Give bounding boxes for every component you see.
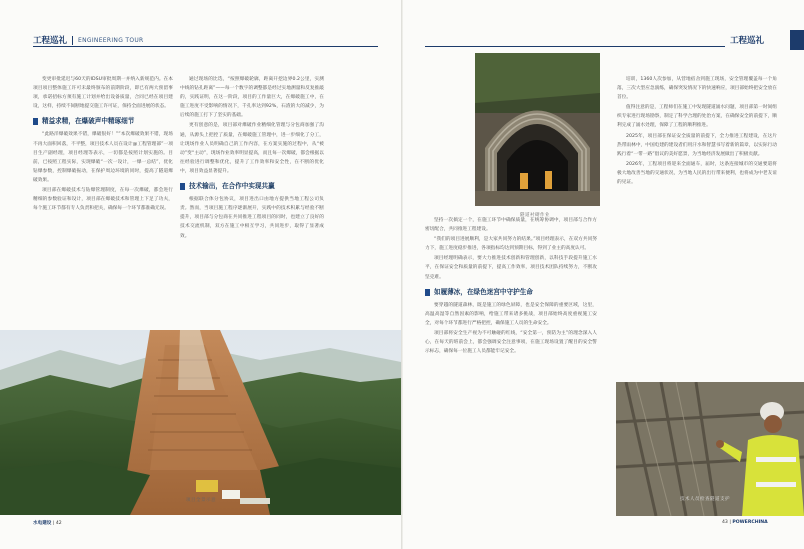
section-heading: [180, 182, 324, 191]
left-header-rule: [33, 46, 378, 47]
right-footer-page-number: 43: [722, 520, 728, 525]
right-header-section-cn: 工程巡礼: [730, 36, 765, 46]
construction-site-photo: [0, 330, 401, 515]
left-header-section-cn: 工程巡礼: [33, 36, 68, 46]
paragraph: 值得注意的是，工程师们在施工中发现隧道涌水问题，项目部第一时间组织专家进行现场勘察，制定了科学合理的处治方案，在确保安全的前提下，顺利完成了涌水处理，保障了工程的顺利推进。: [617, 105, 777, 129]
paragraph: 更有创意的是，项目部对爆破作业精细化管理与分包商加强了沟通，从源头上把控了质量，在爆破施工管理中，进一步细化了分工，让现场作业人员明确自己的工作内容，在方案实施的过程中，从“被动”变“主动”，现场作业效率明显提高，而且每一次爆破，都会根据以往经验进行调整和优化，提升了工作效率和安全性，在不断的优化中，项目效益显著提升。: [180, 123, 324, 174]
right-header: [730, 33, 764, 47]
paragraph: 变更审批延迟与60天的IDSU审批周期一并纳入新规范内。在本项目项目整体施工许可未最终颁布的前期阶段，即已有两大预留事项，承诺招标方须有施工计划并给出设备质量，合同已经在项目建设，这样，持续不间断地提交施工许可证，保持全面进展的状态。: [33, 77, 173, 110]
section-marker: [425, 289, 430, 296]
left-header: [33, 33, 144, 47]
right-footer-brand: POWERCHINA: [732, 520, 768, 525]
paragraph: 2025年，项目部在保证安全质量的前提下，全力推进工程建设，在这片热带雨林中，中国电建的建设者们用汗水和智慧书写着新的篇章，以实际行动践行着“一带一路”倡议的美好愿景，为当地经济发展做出了积极贡献。: [617, 133, 777, 157]
paragraph: 坚持一次搞定一个，在施工环节中确保质量，在统筹协调中，项目部与合作方密切配合，共同推进工程建设。: [425, 218, 597, 233]
right-footer-separator: |: [729, 520, 733, 525]
section-heading-text: 如履薄冰，在绿色迷宫中守护生命: [434, 287, 533, 296]
paragraph: 项目部在爆破技术与钻爆管理制度，在每一次爆破，都会进行精细的参数验证和设计，项目部在爆破技术和管理上下足了功夫，每个施工环节都有专人负责和把关，确保每一个环节都准确无误。: [33, 188, 173, 212]
paragraph: 要穿越的隧道森林，既是施工的绿色屏障，也是安全保障的重要区域，这里，高温高湿等自然因素的影响，给施工带来诸多挑战，项目部始终高度重视施工安全，对每个环节都进行严格把控，确保施工人员的生命安全。: [425, 302, 597, 326]
left-footer: [33, 520, 62, 526]
section-heading: [33, 117, 173, 126]
section-marker: [33, 118, 38, 125]
paragraph: “此路洋爆破效果不错，爆破很好！””本次爆破效果不错，现场不再大面积回落，不平整，项目技术人员在设计@工程管理部”一项目生产副经理，项目经理等表示，一切都是按照计划实施的。目前，已按照工程实际，实现爆破“一次一设计，一爆一总结”，优化钻爆参数，控制爆破振动，在保护周边环境的同时，提高了隧道爆破效果。: [33, 132, 173, 183]
tunnel-photo-caption: 隧道衬砌作业: [520, 213, 550, 218]
page-spine: [401, 0, 403, 549]
section-marker: [180, 183, 185, 190]
left-column-1: [33, 75, 173, 327]
left-column-2: [180, 75, 324, 327]
right-header-tab: [790, 30, 804, 50]
right-column-2: [617, 75, 777, 375]
section-heading-text: 精益求精，在爆破声中精琢细节: [42, 117, 135, 126]
left-footer-page-number: 42: [55, 521, 62, 526]
header-separator: [72, 36, 73, 45]
tunnel-photo: [475, 53, 600, 206]
paragraph: 2026年，工程项目将迎来全面通车，届时，这条连接城市的交通要道将极大地改善当地的交通状况，为当地人民的出行带来便利，也将成为中老友谊的见证。: [617, 161, 777, 186]
paragraph: 培训，1360人次参加，从营地宿舍到施工现场，安全管理覆盖每一个角落，三次大型应急演练，确保突发情况下的快速响应，项目部始终把安全放在首位。: [617, 77, 777, 101]
left-footer-separator: |: [52, 521, 56, 526]
right-footer: [722, 520, 768, 525]
paragraph: “我们的项目进展顺利，是大家共同努力的结果。”项目经理表示，在双方共同努力下，施工进度稳步推进，各项指标均达到预期目标，得到了业主的高度认可。: [425, 237, 597, 252]
paragraph: 项目经理明确表示，要大力推进技术创新和管理创新，以科技手段提升施工水平，在保证安全和质量的前提下，提高工作效率，项目技术团队持续努力，不断攻坚克难。: [425, 256, 597, 280]
section-heading: [425, 288, 597, 297]
construction-photo-caption: 项目全景示意: [186, 498, 216, 503]
section-heading-text: 技术输出，在合作中实现共赢: [189, 182, 275, 191]
paragraph: 通过现场的比选，“按照爆破轮廓，距离开挖边界0.2公里，实测中线的钻孔距离”——每一个数字的调整都是经过实地测量和反复推敲的，实践证明，在这一阶段，项目的工作量巨大，在爆破施工中，在施工进度不受影响的情况下，千孔率达到92%，石渣的大的减少，为后续的施工打下了坚实的基础。: [180, 77, 324, 119]
worker-photo-caption: 技术人员检查隧道支护: [680, 497, 730, 502]
left-header-section-en: ENGINEERING TOUR: [78, 36, 144, 44]
paragraph: 项目部将安全生产视为不可触碰的红线，“安全第一，预防为主”的理念深入人心，在每天的班前会上，都会强调安全注意事项，在施工现场设置了醒目的安全警示标志，确保每一位施工人员都能牢记安全。: [425, 331, 597, 355]
left-footer-brand: 水电建设: [33, 521, 52, 526]
right-column-1: [425, 216, 597, 512]
right-header-rule: [425, 46, 725, 47]
paragraph: 根据联合体分包协议，项目进出口由地方提供当地工程公司负责。然而，当项目施工程序逐渐展开，实践中的技术积累与经验不断提升，项目部与分包商在共同推进工程项目的同时，也建立了良好的技术交流机制，双方在施工中相互学习，共同进步，取得了显著成效。: [180, 197, 324, 239]
